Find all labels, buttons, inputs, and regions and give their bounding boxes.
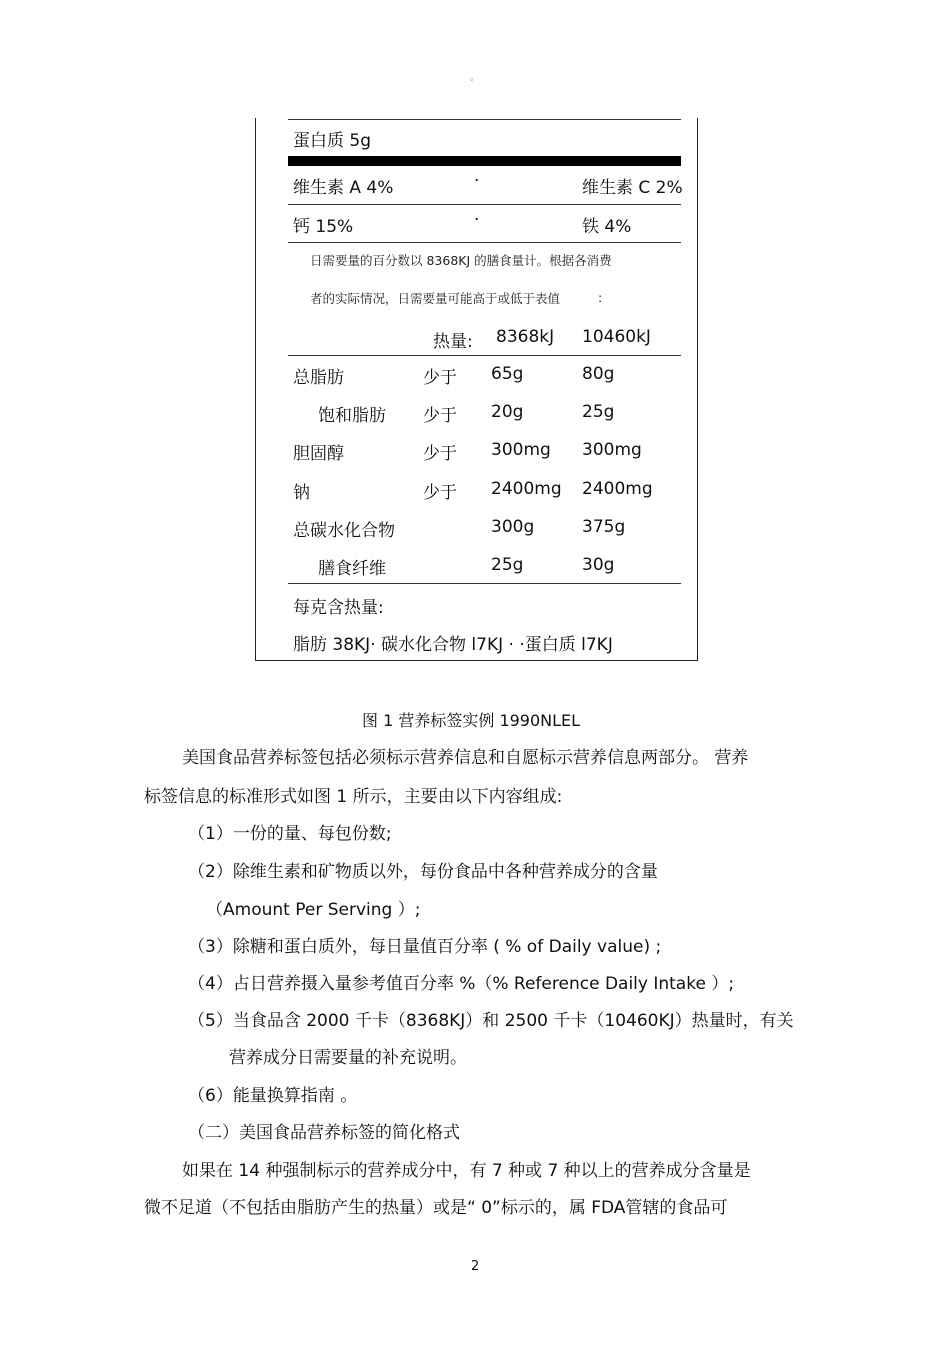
row-name: 膳食纤维 [318, 559, 386, 579]
vitamin-c: 维生素 C 2% [582, 178, 683, 198]
per-gram-line: 脂肪 38KJ· 碳水化合物 l7KJ · ·蛋白质 l7KJ [293, 635, 613, 655]
paragraph-1-line-2: 标签信息的标准形式如图 1 所示，主要由以下内容组成: [144, 787, 563, 807]
note-line-1: 日需要量的百分数以 8368KJ 的膳食量计。根据各消费 [310, 253, 612, 268]
iron: 铁 4% [582, 217, 632, 237]
row-value-1: 300g [491, 517, 535, 537]
list-item-2-line-1: （2）除维生素和矿物质以外，每份食品中各种营养成分的含量 [188, 862, 658, 882]
row-value-2: 25g [582, 402, 615, 422]
list-item-3: （3）除糖和蛋白质外，每日量值百分率 ( % of Daily value) ; [188, 937, 662, 957]
note-line-2: 者的实际情况，日需要量可能高于或低于表值 [310, 291, 561, 306]
row-name: 饱和脂肪 [318, 406, 386, 426]
energy-col-1: 8368kJ [496, 327, 555, 347]
note-colon: : [598, 290, 603, 305]
list-item-1: （1）一份的量、每包份数; [188, 824, 392, 844]
label-thick-bar [288, 156, 681, 166]
list-item-5-line-1: （5）当食品含 2000 千卡（8368KJ）和 2500 千卡（10460KJ）热量时，有关 [188, 1011, 794, 1031]
label-rule-top [288, 119, 681, 120]
energy-col-2: 10460kJ [582, 327, 651, 347]
row-value-1: 20g [491, 402, 524, 422]
section-heading: （二）美国食品营养标签的简化格式 [188, 1123, 460, 1143]
label-rule-5 [288, 583, 681, 584]
per-gram-title: 每克含热量: [293, 598, 384, 618]
top-mark: 。 [470, 73, 480, 83]
row-value-2: 30g [582, 555, 615, 575]
row-name: 总脂肪 [293, 368, 344, 388]
row-name: 钠 [293, 483, 310, 503]
row-value-1: 65g [491, 364, 524, 384]
row-qualifier: 少于 [423, 406, 457, 426]
row-value-1: 300mg [491, 440, 551, 460]
row-qualifier: 少于 [423, 368, 457, 388]
label-rule-2 [288, 204, 681, 205]
row-value-2: 80g [582, 364, 615, 384]
label-rule-4 [288, 355, 681, 356]
nutrition-label-frame [255, 118, 698, 661]
calcium: 钙 15% [293, 217, 354, 237]
row-name: 总碳水化合物 [293, 521, 395, 541]
row-value-2: 2400mg [582, 479, 653, 499]
vitamin-a: 维生素 A 4% [293, 178, 394, 198]
list-item-4: （4）占日营养摄入量参考值百分率 %（% Reference Daily Intake ）; [188, 974, 735, 994]
list-item-2-line-2: （Amount Per Serving ）; [206, 900, 421, 920]
figure-caption: 图 1 营养标签实例 1990NLEL [362, 711, 581, 730]
paragraph-1-line-1: 美国食品营养标签包括必须标示营养信息和自愿标示营养信息两部分。 营养 [182, 748, 749, 768]
row-name: 胆固醇 [293, 444, 344, 464]
row-value-2: 375g [582, 517, 626, 537]
label-rule-3 [288, 242, 681, 243]
page-number: 2 [471, 1259, 480, 1274]
row-qualifier: 少于 [423, 444, 457, 464]
row-value-2: 300mg [582, 440, 642, 460]
row-value-1: 25g [491, 555, 524, 575]
protein-line: 蛋白质 5g [293, 131, 372, 151]
separator-dot-1: · [474, 171, 480, 191]
separator-dot-2: · [474, 210, 480, 230]
list-item-6: （6）能量换算指南 。 [188, 1086, 358, 1106]
energy-label: 热量: [433, 332, 473, 352]
row-value-1: 2400mg [491, 479, 562, 499]
list-item-5-line-2: 营养成分日需要量的补充说明。 [229, 1048, 467, 1068]
paragraph-2-line-2: 微不足道（不包括由脂肪产生的热量）或是“ 0”标示的，属 FDA管辖的食品可 [144, 1198, 728, 1218]
paragraph-2-line-1: 如果在 14 种强制标示的营养成分中，有 7 种或 7 种以上的营养成分含量是 [182, 1161, 751, 1181]
row-qualifier: 少于 [423, 483, 457, 503]
